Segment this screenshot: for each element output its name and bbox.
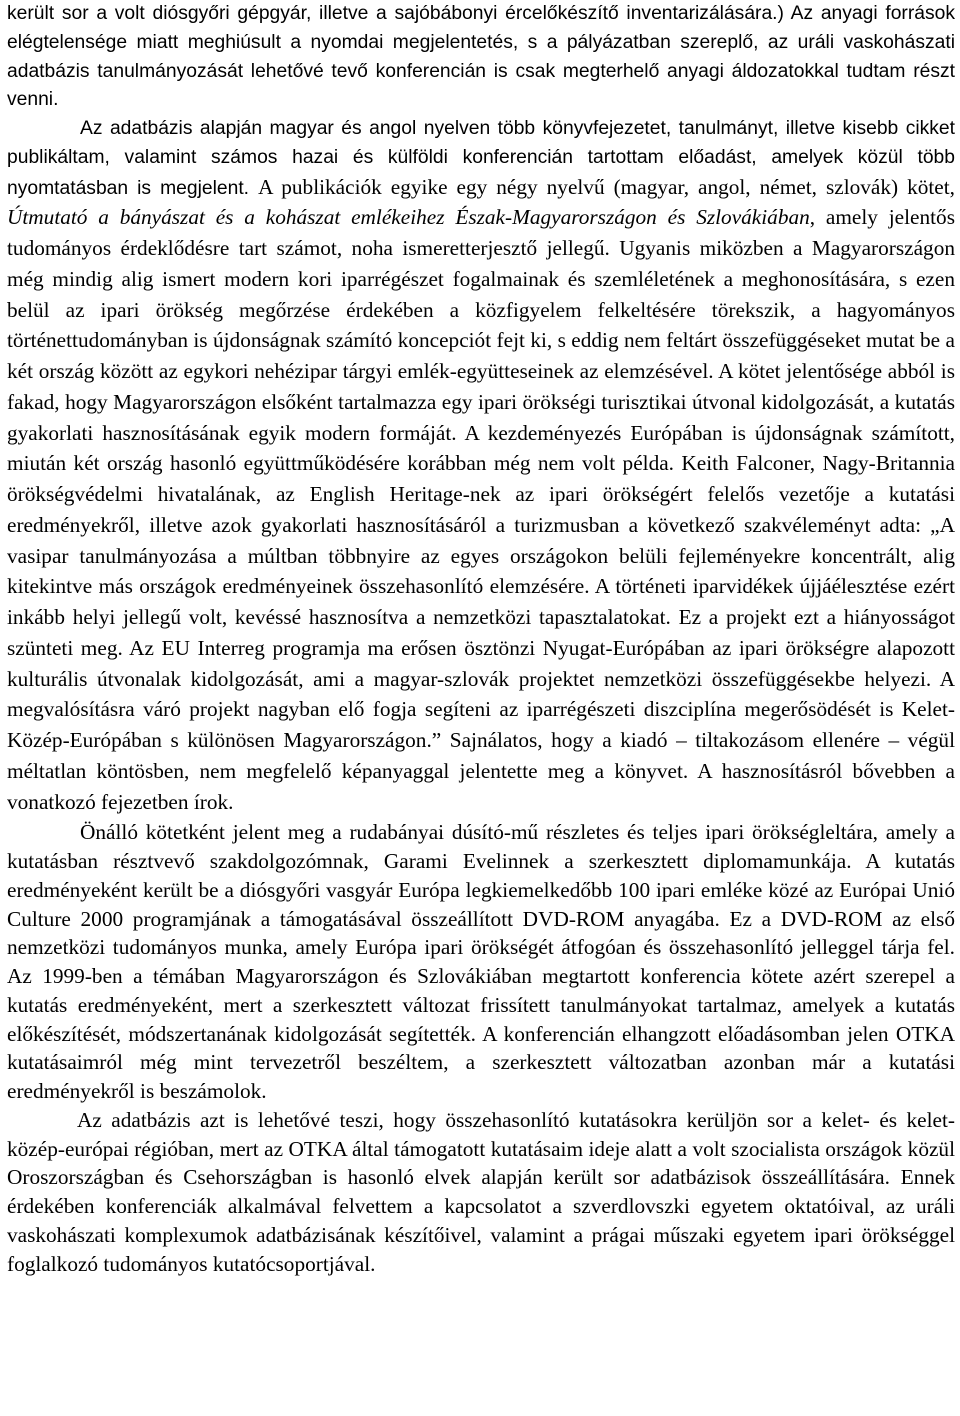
paragraph-text: Az adatbázis azt is lehetővé teszi, hogy összehasonlító kutatásokra kerüljön sor a kelet- és kelet-közép-európai régióban, mert az OTKA által támogatott kutatásaim ideje alatt a volt szocialista országok közül Oroszországban és Csehországban is hasonló elvek alapján került sor adatbázisok összeállítására. Ennek érdekében konferenciák alkalmával felvettem a kapcsolatot a szverdlovszki egyetem oktatóival, az uráli vaskohászati komplexumok adatbázisának készítőivel, valamint a prágai műszaki egyetem ipari örökséggel foglalkozó tudományos kutatócsoportjával. [7,1107,955,1276]
paragraph-text: A publikációk egyike egy négy nyelvű (magyar, angol, német, szlovák) kötet, [258,174,955,199]
paragraph-publications [7,115,955,818]
paragraph-database-comparison [7,1106,955,1279]
paragraph-text: , amely jelentős tudományos érdeklődésre tart számot, noha ismeretterjesztő jellegű. Ugyanis miközben a Magyarországon még mindig alig ismert modern kori iparrégészet fogalmainak és szemléletének a meghonosítására, s ezen belül az ipari örökség megőrzése érdekében a közfigyelem felkeltésére törekszik, a hagyományos történettudományban is újdonságnak számító koncepciót fejt ki, s eddig nem feltárt összefüggéseket mutat be a két ország között az egykori nehézipar tárgyi emlék-együtteseinek az elemzésével. A kötet jelentősége abból is fakad, hogy Magyarországon elsőként tartalmazza egy ipari örökségi turisztikai útvonal kidolgozását, a kutatás gyakorlati hasznosításának egyik modern formáját. A kezdeményezés Európában is újdonságnak számított, miután két ország hasonló együttműködésére korábban még nem volt példa. Keith Falconer, Nagy-Britannia örökségvédelmi hivatalának, az English Heritage-nek az ipari örökségért felelős vezetője a kutatási eredményekről, illetve azok gyakorlati hasznosításáról a turizmusban a következő szakvéleményt adta: „A vasipar tanulmányozása a múltban többnyire az egyes országokon belüli fejleményekre koncentrált, alig kitekintve más országok eredményeinek összehasonlító elemzésére. A történeti iparvidékek újjáélesztése ezért inkább helyi jellegű volt, kevéssé hasznosítva a nemzetközi tapasztalatokat. Ez a projekt ezt a hiányosságot szünteti meg. Az EU Interreg programja ma erősen ösztönzi Nyugat-Európában az ipari örökségre alapozott kulturális útvonalak kidolgozását, ami a magyar-szlovák projektet nemzetközi összefüggésekbe helyezi. A megvalósításra váró projekt nagyban elő fogja segíteni az iparrégészeti diszciplína megerősödését is Kelet-Közép-Európában s különösen Magyarországon.” Sajnálatos, hogy a kiadó – tiltakozásom ellenére – végül méltatlan köntösben, nem megfelelő képanyaggal jelentette meg a könyvet. A hasznosításról bővebben a vonatkozó fejezetben írok. [7,205,955,814]
paragraph-text: került sor a volt diósgyőri gépgyár, illetve a sajóbábonyi ércelőkészítő inventarizálására.) Az anyagi források elégtelensége miatt meghiúsult a nyomdai megjelentetés, s a pályázatban szereplő, az uráli vaskohászati adatbázis tanulmányozását lehetővé tevő konferencián is csak megterhelő anyagi áldozatokkal tudtam részt venni. [7,3,955,111]
book-title: Útmutató a bányászat és a kohászat emlékeihez Észak-Magyarországon és Szlovákiában [7,205,810,230]
paragraph-text-sans: Az adatbázis alapján magyar és angol nyelven több könyvfejezetet, tanulmányt, illetve kisebb cikket publikáltam, valamint számos hazai és külföldi konferencián tartottam előadást, amelyek közül több nyomtatásban is megjelent. [7,118,955,199]
paragraph-text: Önálló kötetként jelent meg a rudabányai dúsító-mű részletes és teljes ipari örökségleltára, amely a kutatásban résztvevő szakdolgozómnak, Garami Evelinnek a szerkesztett diplomamunkája. A kutatás eredményeként került be a diósgyőri vasgyár Európa legkiemelkedőbb 100 ipari emléke közé az Európai Unió Culture 2000 programjának a támogatásával összeállított DVD-ROM anyagába. Ez a DVD-ROM az első nemzetközi tudományos munka, amely Európa ipari örökségét átfogóan és összehasonlító jelleggel tárja fel. Az 1999-ben a témában Magyarországon és Szlovákiában megtartott konferencia kötete azért szerepel a kutatás eredményeként, mert a szerkesztett változat frissített tanulmányokat tartalmaz, amelyek a kutatás előkészítését, módszertanának kidolgozását segítették. A konferencián elhangzott előadásomban jelen OTKA kutatásaimról még mint tervezetről beszéltem, a szerkesztett változatban azonban már a kutatási eredményekről is beszámolok. [7,820,955,1103]
paragraph-independent-volume [7,818,955,1106]
paragraph-intro-continuation [7,0,955,115]
document-page [7,0,955,1278]
